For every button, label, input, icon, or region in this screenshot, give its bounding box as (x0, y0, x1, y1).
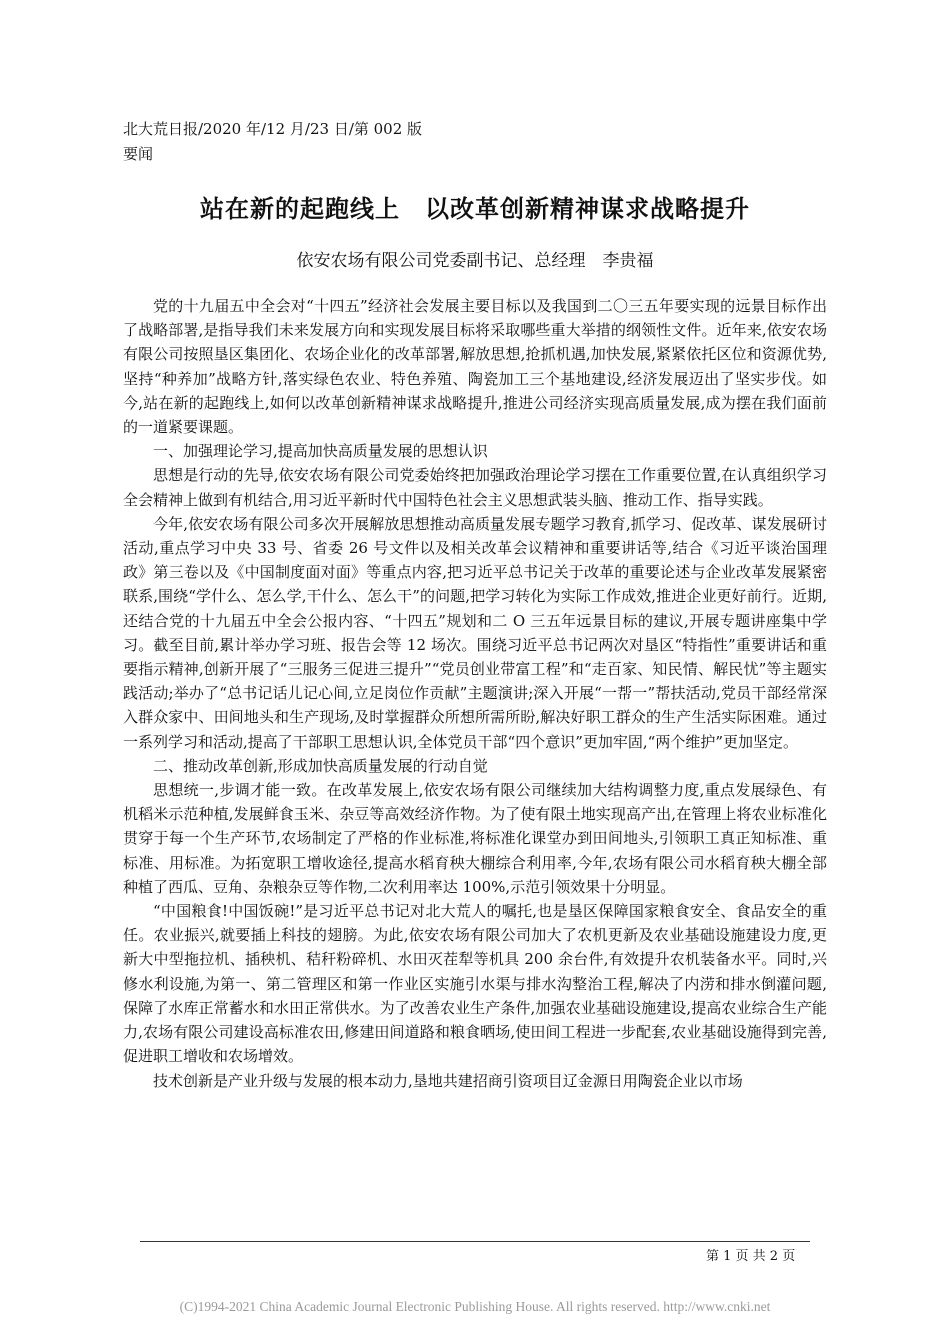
footer-divider (140, 1241, 810, 1242)
source-line: 北大荒日报/2020 年/12 月/23 日/第 002 版 (123, 120, 423, 138)
paragraph: 思想统一,步调才能一致。在改革发展上,依安农场有限公司继续加大结构调整力度,重点发展绿色、有机稻米示范种植,发展鲜食玉米、杂豆等高效经济作物。为了使有限土地实现高产出,在管理上将农业标准化贯穿于每一个生产环节,农场制定了严格的作业标准,将标准化课堂办到田间地头,引领职工真正知标准、重标准、用标准。为拓宽职工增收途径,提高水稻育秧大棚综合利用率,今年,农场有限公司水稻育秧大棚全部种植了西瓜、豆角、杂粮杂豆等作物,二次利用率达 100%,示范引领效果十分明显。 (123, 781, 827, 896)
article-body (123, 294, 827, 1093)
section-heading: 一、加强理论学习,提高加快高质量发展的思想认识 (153, 442, 488, 461)
article-author: 依安农场有限公司党委副书记、总经理 李贵福 (296, 251, 654, 271)
paragraph: 今年,依安农场有限公司多次开展解放思想推动高质量发展专题学习教育,抓学习、促改革、谋发展研讨活动,重点学习中央 33 号、省委 26 号文件以及相关改革会议精神和重要讲话等,结合《习近平谈治国理政》第三卷以及《中国制度面对面》等重点内容,把习近平总书记关于改革的重要论述与企业改革发展紧密联系,围绕“学什么、怎么学,干什么、怎么干”的问题,把学习转化为实际工作成效,推进企业更好前行。近期,还结合党的十九届五中全会公报内容、“十四五”规划和二 O 三五年远景目标的建议,开展专题讲座集中学习。截至目前,累计举办学习班、报告会等 12 场次。围绕习近平总书记两次对垦区“特指性”重要讲话和重要指示精神,创新开展了“三服务三促进三提升”“党员创业带富工程”和“走百家、知民情、解民忧”等主题实践活动;举办了“总书记话儿记心间,立足岗位作贡献”主题演讲;深入开展“一帮一”帮扶活动,党员干部经常深入群众家中、田间地头和生产现场,及时掌握群众所想所需所盼,解决好职工群众的生产生活实际困难。通过一系列学习和活动,提高了干部职工思想认识,全体党员干部“四个意识”更加牢固,“两个维护”更加坚定。 (123, 514, 827, 751)
section-heading: 二、推动改革创新,形成加快高质量发展的行动自觉 (153, 756, 488, 775)
paragraph: 思想是行动的先导,依安农场有限公司党委始终把加强政治理论学习摆在工作重要位置,在认真组织学习全会精神上做到有机结合,用习近平新时代中国特色社会主义思想武装头脑、推动工作、指导实践。 (123, 466, 827, 509)
paragraph: 党的十九届五中全会对“十四五”经济社会发展主要目标以及我国到二〇三五年要实现的远景目标作出了战略部署,是指导我们未来发展方向和实现发展目标将采取哪些重大举措的纲领性文件。近年来,依安农场有限公司按照垦区集团化、农场企业化的改革部署,解放思想,抢抓机遇,加快发展,紧紧依托区位和资源优势,坚持“种养加”战略方针,落实绿色农业、特色养殖、陶瓷加工三个基地建设,经济发展迈出了坚实步伐。如今,站在新的起跑线上,如何以改革创新精神谋求战略提升,推进公司经济实现高质量发展,成为摆在我们面前的一道紧要课题。 (123, 297, 827, 437)
paragraph: “中国粮食!中国饭碗!”是习近平总书记对北大荒人的嘱托,也是垦区保障国家粮食安全、食品安全的重任。农业振兴,就要插上科技的翅膀。为此,依安农场有限公司加大了农机更新及农业基础设施建设力度,更新大中型拖拉机、插秧机、秸秆粉碎机、水田灭茬犁等机具 200 余台件,有效提升农机装备水平。同时,兴修水利设施,为第一、第二管理区和第一作业区实施引水渠与排水沟整治工程,解决了内涝和排水倒灌问题,保障了水库正常蓄水和水田正常供水。为了改善农业生产条件,加强农业基础设施建设,提高农业综合生产能力,农场有限公司建设高标准农田,修建田间道路和粮食晒场,使田间工程进一步配套,农业基础设施得到完善,促进职工增收和农场增效。 (123, 902, 827, 1066)
paragraph: 技术创新是产业升级与发展的根本动力,垦地共建招商引资项目辽金源日用陶瓷企业以市场 (153, 1071, 743, 1090)
copyright-notice: (C)1994-2021 China Academic Journal Electronic Publishing House. All rights reserved. http://www.cnki.net (179, 1299, 771, 1314)
page-indicator: 第 1 页 共 2 页 (706, 1249, 796, 1264)
article-title: 站在新的起跑线上 以改革创新精神谋求战略提升 (200, 194, 750, 223)
column-label: 要闻 (123, 145, 154, 163)
header-meta (123, 117, 422, 167)
